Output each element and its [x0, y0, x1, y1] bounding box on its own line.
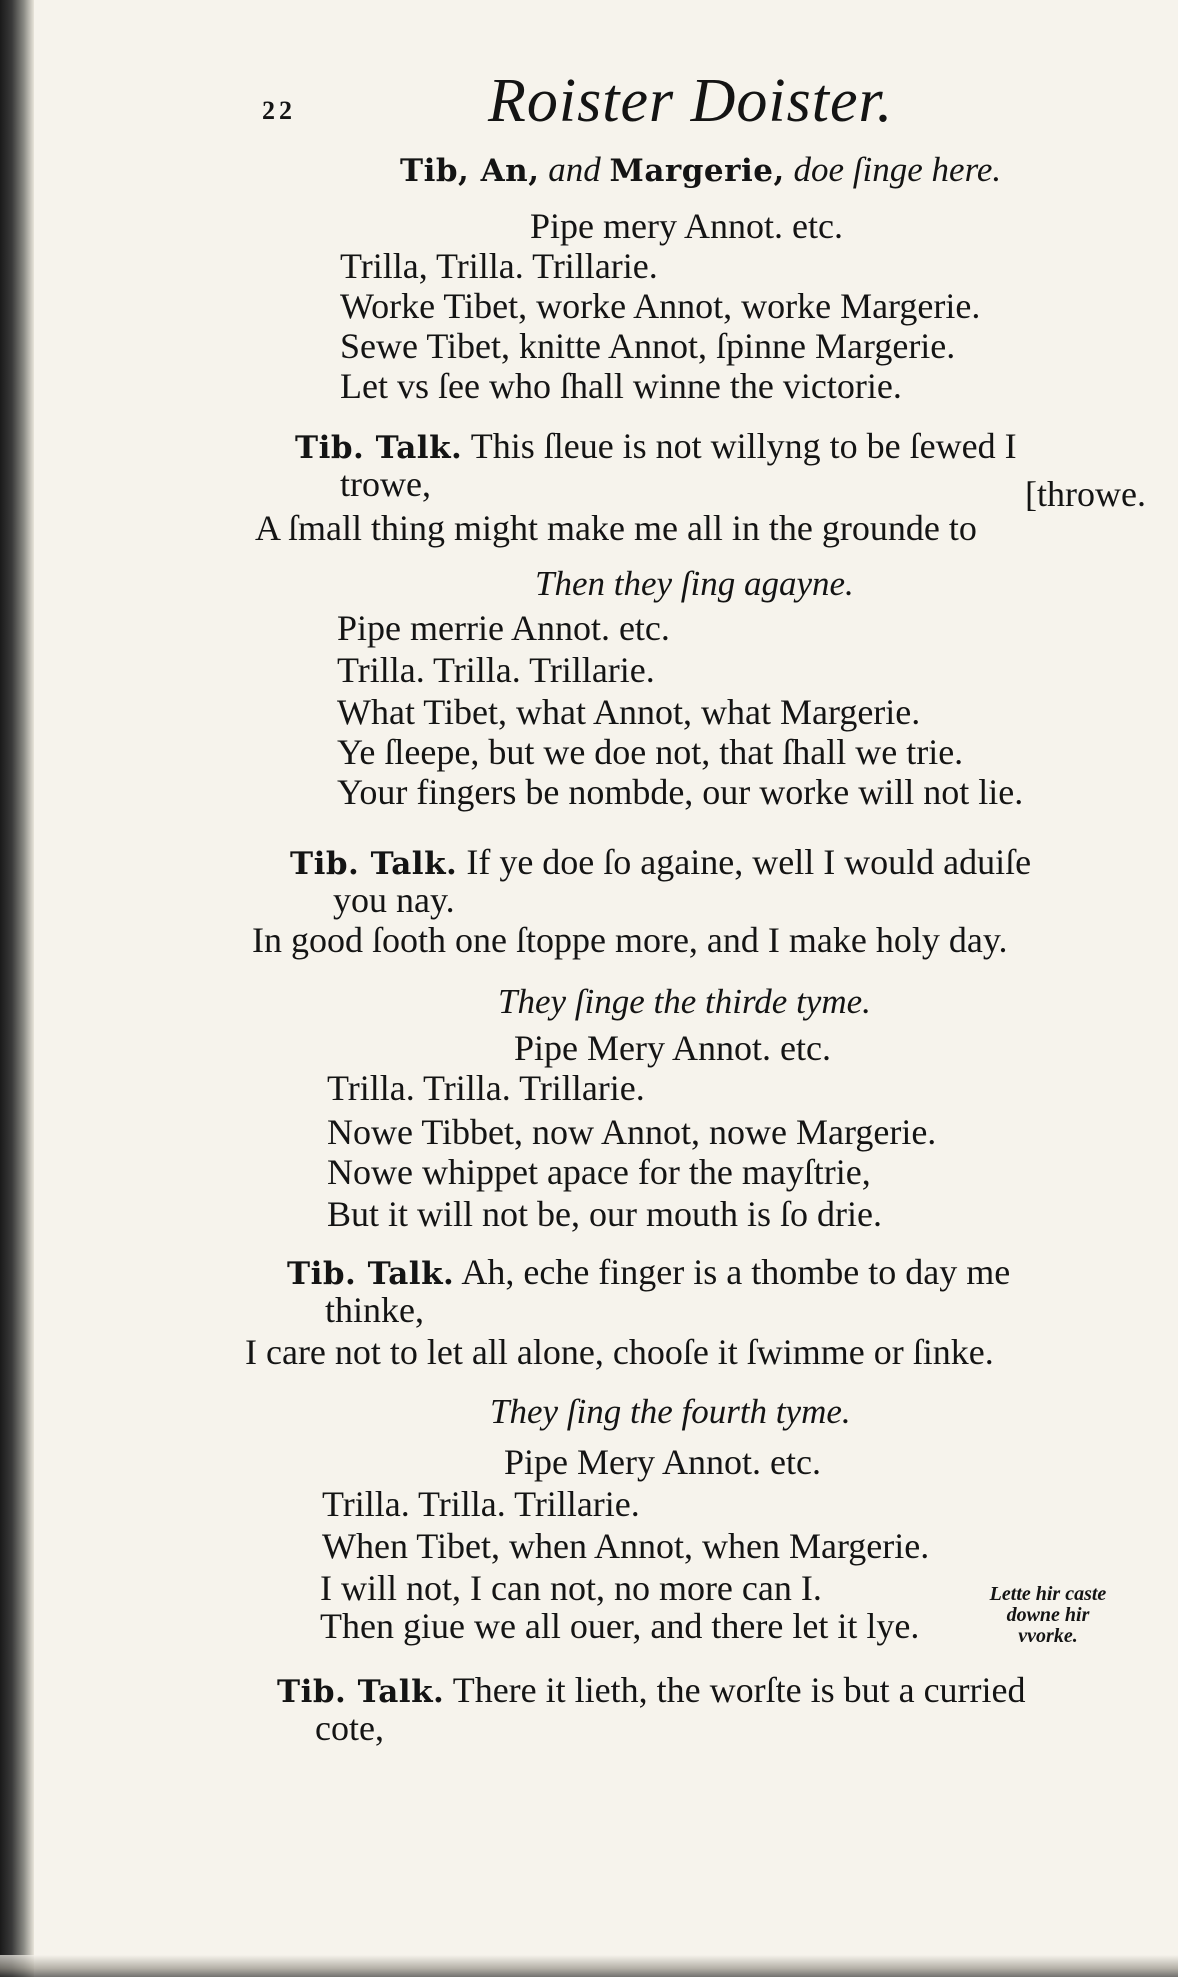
song1-line-3: Worke Tibet, worke Annot, worke Margerie. — [340, 286, 981, 326]
stage-direction-4: They ſing the fourth tyme. — [490, 1392, 851, 1431]
song4-line-3: When Tibet, when Annot, when Margerie. — [322, 1526, 930, 1566]
stage-direction-1-name2: Margerie, — [609, 153, 785, 189]
margin-note-line-3: vvorke. — [1018, 1625, 1078, 1647]
speech4-line-1 — [277, 1672, 1026, 1708]
speech1-speaker: Tib. Talk. — [295, 430, 463, 466]
speech4-text-1: There it lieth, the worſte is but a curried — [452, 1670, 1026, 1710]
stage-direction-1-names: Tib, An, — [400, 153, 540, 189]
stage-direction-1 — [400, 152, 1001, 187]
song3-line-2: Trilla. Trilla. Trillarie. — [327, 1068, 645, 1108]
speech4-speaker: Tib. Talk. — [277, 1674, 445, 1710]
speech1-line-2: A ſmall thing might make me all in the grounde to — [255, 508, 977, 548]
stage-direction-1-and: and — [548, 150, 601, 189]
margin-note-line-1: Lette hir caste — [989, 1583, 1107, 1605]
speech3-continuation: thinke, — [325, 1290, 424, 1330]
speech2-line-2: In good ſooth one ſtoppe more, and I make holy day. — [252, 920, 1008, 960]
page-bottom-edge — [0, 1955, 1178, 1977]
stage-direction-1-rest: doe ſinge here. — [793, 150, 1002, 189]
song4-line-4: I will not, I can not, no more can I. — [320, 1568, 822, 1608]
speech2-speaker: Tib. Talk. — [290, 846, 458, 882]
song3-line-3: Nowe Tibbet, now Annot, nowe Margerie. — [327, 1112, 937, 1152]
speech4-continuation: cote, — [315, 1708, 384, 1748]
song1-line-4: Sewe Tibet, knitte Annot, ſpinne Margerie. — [340, 326, 956, 366]
song2-line-3: What Tibet, what Annot, what Margerie. — [337, 692, 921, 732]
speech2-line-1 — [290, 844, 1031, 880]
speech3-line-2: I care not to let all alone, chooſe it ſwimme or ſinke. — [245, 1332, 994, 1372]
song1-line-1: Pipe mery Annot. etc. — [530, 206, 843, 246]
song3-line-1: Pipe Mery Annot. etc. — [514, 1028, 831, 1068]
song2-line-1: Pipe merrie Annot. etc. — [337, 608, 670, 648]
song4-line-5: Then giue we all ouer, and there let it lye. — [320, 1606, 920, 1646]
book-binding-edge — [0, 0, 34, 1977]
song2-line-5: Your fingers be nombde, our worke will not lie. — [337, 772, 1024, 812]
stage-direction-3: They ſinge the thirde tyme. — [498, 982, 871, 1021]
song2-line-2: Trilla. Trilla. Trillarie. — [337, 650, 655, 690]
song1-line-5: Let vs ſee who ſhall winne the victorie. — [340, 366, 902, 406]
song3-line-4: Nowe whippet apace for the mayſtrie, — [327, 1152, 871, 1192]
running-title: Roister Doister. — [488, 67, 894, 135]
song4-line-1: Pipe Mery Annot. etc. — [504, 1442, 821, 1482]
stage-direction-2: Then they ſing agayne. — [535, 564, 854, 603]
song2-line-4: Ye ſleepe, but we doe not, that ſhall we trie. — [337, 732, 964, 772]
speech2-continuation: you nay. — [333, 880, 455, 920]
speech1-turnover: [throwe. — [1025, 474, 1146, 514]
speech1-line-1 — [295, 428, 1017, 464]
margin-note-line-2: downe hir — [1006, 1604, 1090, 1626]
song1-line-2: Trilla, Trilla. Trillarie. — [340, 246, 658, 286]
speech3-speaker: Tib. Talk. — [287, 1256, 455, 1292]
song3-line-5: But it will not be, our mouth is ſo drie. — [327, 1194, 882, 1234]
speech1-text-1: This ſleue is not willyng to be ſewed I — [470, 426, 1017, 466]
speech2-text-1: If ye doe ſo againe, well I would aduiſe — [466, 842, 1032, 882]
page-number: 22 — [262, 96, 296, 125]
margin-note — [958, 1584, 1138, 1647]
speech3-line-1 — [287, 1254, 1010, 1290]
speech3-text-1: Ah, eche finger is a thombe to day me — [461, 1252, 1011, 1292]
song4-line-2: Trilla. Trilla. Trillarie. — [322, 1484, 640, 1524]
speech1-continuation: trowe, — [340, 464, 431, 504]
